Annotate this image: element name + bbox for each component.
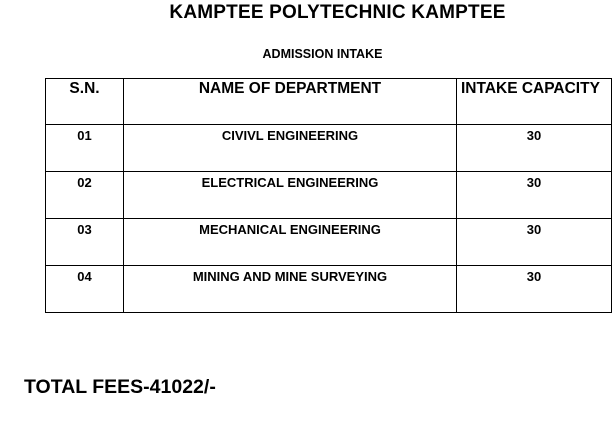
header-intake-capacity: INTAKE CAPACITY bbox=[457, 79, 612, 125]
cell-sn: 02 bbox=[46, 172, 124, 219]
cell-sn: 04 bbox=[46, 266, 124, 313]
header-department: NAME OF DEPARTMENT bbox=[124, 79, 457, 125]
cell-department: CIVIVL ENGINEERING bbox=[124, 125, 457, 172]
total-fees: TOTAL FEES-41022/- bbox=[24, 376, 216, 398]
header-sn: S.N. bbox=[46, 79, 124, 125]
cell-intake: 30 bbox=[457, 219, 612, 266]
admission-intake-table bbox=[45, 78, 612, 313]
cell-intake: 30 bbox=[457, 266, 612, 313]
table-row bbox=[46, 266, 612, 313]
table-row bbox=[46, 172, 612, 219]
table-row bbox=[46, 125, 612, 172]
table-row bbox=[46, 219, 612, 266]
cell-sn: 03 bbox=[46, 219, 124, 266]
cell-department: MINING AND MINE SURVEYING bbox=[124, 266, 457, 313]
cell-intake: 30 bbox=[457, 172, 612, 219]
cell-sn: 01 bbox=[46, 125, 124, 172]
cell-department: MECHANICAL ENGINEERING bbox=[124, 219, 457, 266]
page-title: KAMPTEE POLYTECHNIC KAMPTEE bbox=[169, 2, 506, 23]
cell-department: ELECTRICAL ENGINEERING bbox=[124, 172, 457, 219]
page-subtitle: ADMISSION INTAKE bbox=[262, 47, 383, 61]
table-header-row bbox=[46, 79, 612, 125]
cell-intake: 30 bbox=[457, 125, 612, 172]
